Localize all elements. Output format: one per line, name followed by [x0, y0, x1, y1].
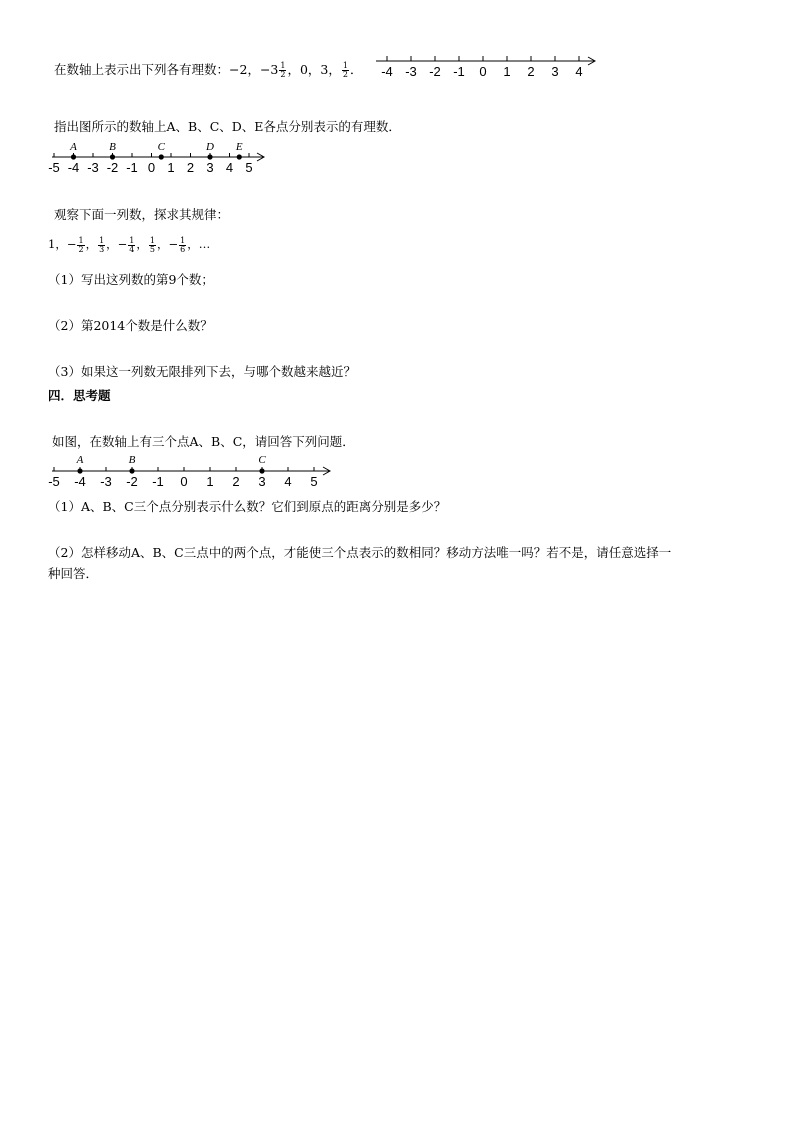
- q4-tick-label: 4: [284, 474, 292, 489]
- q2-tick-label: 3: [206, 160, 214, 175]
- q2-text: 指出图所示的数轴上A、B、C、D、E各点分别表示的有理数．: [54, 119, 401, 134]
- q4-tick-label: -5: [48, 474, 60, 489]
- q2-number-line: [44, 140, 270, 180]
- q1-tick-label: 3: [551, 64, 559, 79]
- q1-number-line: [372, 50, 602, 82]
- q1-tick-label: -3: [405, 64, 417, 79]
- q3-seq-term: − $\frac{1}{6}$ ，: [168, 235, 199, 254]
- q2-tick-label: -2: [106, 160, 119, 175]
- q4-tick-label: 3: [258, 474, 266, 489]
- q1-fraction-b: $\frac{1}{2}$: [342, 61, 348, 79]
- q3-text: 观察下面一列数，探求其规律：: [54, 207, 230, 222]
- q2-tick-label: 4: [225, 160, 234, 175]
- q3-sequence: [48, 236, 210, 254]
- q2-tick-label: -3: [87, 160, 99, 175]
- q1-tick-label: -4: [381, 64, 393, 79]
- q1-tick-label: 4: [575, 64, 583, 79]
- q3-sub3: （3）如果这一列数无限排列下去，与哪个数越来越近？: [48, 364, 356, 379]
- q2-tick-label: 0: [147, 160, 156, 175]
- q2-point-e: [237, 154, 242, 159]
- q4-tick-label: -4: [74, 474, 86, 489]
- section-4-heading: 四．思考题: [48, 388, 111, 403]
- q4-point-label-b: B: [128, 454, 136, 466]
- q4-tick-label: -3: [100, 474, 112, 489]
- q3-seq-fraction: $\frac{1}{6}$: [180, 235, 186, 254]
- q4-tick-label: 1: [206, 474, 214, 489]
- q3-seq-fraction: $\frac{1}{2}$: [78, 235, 84, 254]
- q3-seq-first: 1，: [48, 237, 67, 251]
- q4-tick-label: -1: [152, 474, 164, 489]
- q2-tick-label: 2: [186, 160, 195, 175]
- q1-tick-label: -1: [453, 64, 465, 79]
- q4-point-c: [259, 468, 264, 473]
- q2-point-label-a: A: [70, 141, 77, 153]
- q4-text: 如图，在数轴上有三个点A、B、C，请回答下列问题．: [52, 434, 355, 449]
- q1-line: [54, 62, 363, 79]
- q3-sub2: （2）第2014个数是什么数？: [48, 318, 213, 333]
- q3-seq-term: $\frac{1}{3}$ ，: [99, 235, 118, 254]
- q1-tick-label: 2: [527, 64, 535, 79]
- q4-number-line: [44, 453, 336, 493]
- q4-point-b: [129, 468, 134, 473]
- q2-tick-label: 1: [167, 160, 175, 175]
- q4-tick-label: 0: [180, 474, 188, 489]
- q4-sub2-line2: 种回答．: [48, 566, 99, 581]
- q2-tick-label: -5: [48, 160, 60, 175]
- q3-seq-term: − $\frac{1}{2}$ ，: [66, 235, 98, 254]
- q1-item-rest: ，0，3，: [287, 62, 341, 77]
- q3-seq-sign: −: [117, 237, 128, 251]
- q3-seq-fraction: $\frac{1}{4}$: [129, 235, 135, 254]
- q4-point-a: [77, 468, 82, 473]
- q4-tick-label: -2: [126, 474, 138, 489]
- q2-point-c: [159, 154, 164, 159]
- q1-tick-label: 0: [479, 64, 487, 79]
- q2-tick-label: 5: [245, 160, 253, 175]
- q4-point-label-a: A: [76, 454, 84, 466]
- q3-seq-fraction: $\frac{1}{3}$: [99, 235, 105, 254]
- q4-tick-label: 5: [310, 474, 318, 489]
- q2-point-label-d: D: [206, 141, 214, 153]
- q2-point-d: [207, 154, 212, 159]
- q2-tick-label: -4: [67, 160, 80, 175]
- q4-tick-label: 2: [232, 474, 240, 489]
- q3-seq-end: …: [198, 237, 211, 251]
- q2-point-label-e: E: [235, 141, 243, 153]
- q1-tick-label: -2: [429, 64, 441, 79]
- q3-seq-sign: −: [66, 237, 77, 251]
- q4-sub2-line1: （2）怎样移动A、B、C三点中的两个点，才能使三个点表示的数相同？移动方法唯一吗？若不是，请任意选择一: [48, 545, 672, 560]
- q2-point-b: [110, 154, 115, 159]
- q4-point-label-c: C: [258, 454, 266, 466]
- q4-sub1: （1）A、B、C三个点分别表示什么数？它们到原点的距离分别是多少？: [48, 499, 447, 514]
- q2-point-a: [71, 154, 76, 159]
- q3-sub1: （1）写出这列数的第9个数；: [48, 272, 214, 287]
- q1-item-neg3: −3: [259, 62, 279, 77]
- q1-prefix: 在数轴上表示出下列各有理数：: [54, 62, 230, 77]
- q3-seq-term: $\frac{1}{5}$ ，: [149, 235, 169, 254]
- q2-point-label-c: C: [157, 141, 165, 153]
- q1-tick-label: 1: [503, 64, 511, 79]
- q2-point-label-b: B: [109, 141, 116, 153]
- q1-suffix: ．: [349, 62, 363, 77]
- q1-item-neg2: −2，: [229, 62, 260, 77]
- q3-seq-term: − $\frac{1}{4}$ ，: [117, 235, 148, 254]
- q2-tick-label: -1: [126, 160, 138, 175]
- q3-seq-sign: −: [168, 237, 179, 251]
- q1-fraction-a: $\frac{1}{2}$: [280, 61, 286, 79]
- q3-seq-fraction: $\frac{1}{5}$: [149, 235, 155, 254]
